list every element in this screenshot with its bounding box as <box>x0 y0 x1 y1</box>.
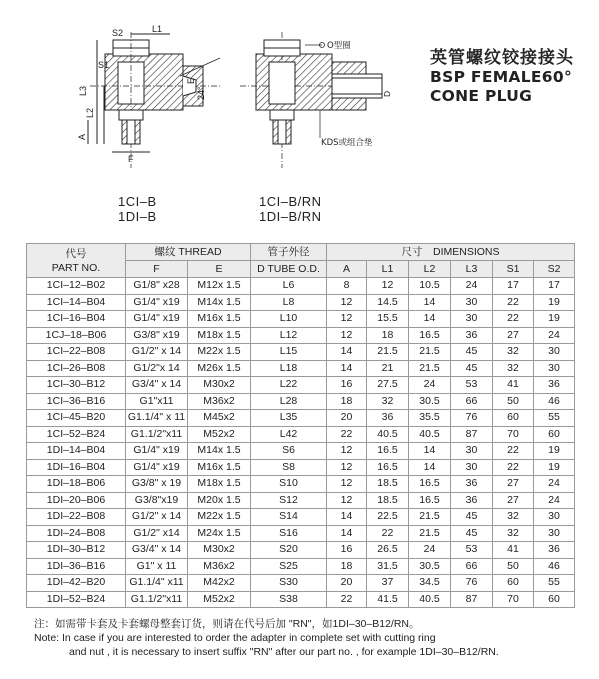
cell-dim-a: 8 <box>327 278 367 295</box>
table-row <box>27 542 575 559</box>
order-note <box>34 617 594 659</box>
cell-dim-l3: 36 <box>451 492 493 509</box>
cell-dim-l2: 10.5 <box>409 278 451 295</box>
cell-dim-s1: 27 <box>493 476 534 493</box>
cell-dim-s1: 32 <box>493 525 534 542</box>
cell-thread-f: G1/4" x19 <box>126 311 188 328</box>
cell-dim-a: 18 <box>327 393 367 410</box>
header-l1: L1 <box>367 261 409 278</box>
cell-dim-l1: 37 <box>367 575 409 592</box>
header-dimensions: 尺寸 DIMENSIONS <box>327 244 575 261</box>
cell-part-no: 1DI–24–B08 <box>27 525 126 542</box>
cell-part-no: 1DI–22–B08 <box>27 509 126 526</box>
cell-dim-l3: 45 <box>451 525 493 542</box>
cell-dim-s1: 50 <box>493 393 534 410</box>
cell-tube-od: S14 <box>251 509 327 526</box>
table-row <box>27 525 575 542</box>
title-chinese: 英管螺纹铰接接头 <box>430 48 574 68</box>
table-row <box>27 360 575 377</box>
cell-tube-od: S25 <box>251 558 327 575</box>
cell-tube-od: L28 <box>251 393 327 410</box>
title-english-line1: BSP FEMALE60° <box>430 68 573 86</box>
cell-dim-a: 12 <box>327 327 367 344</box>
label-angle: 24° <box>196 86 206 100</box>
cell-dim-s2: 19 <box>534 294 575 311</box>
table-row <box>27 377 575 394</box>
cell-dim-l1: 14.5 <box>367 294 409 311</box>
cell-dim-l3: 30 <box>451 443 493 460</box>
cell-thread-e: M18x 1.5 <box>188 327 251 344</box>
cell-dim-l1: 12 <box>367 278 409 295</box>
cell-thread-e: M24x 1.5 <box>188 525 251 542</box>
cell-tube-od: L8 <box>251 294 327 311</box>
cell-dim-l2: 40.5 <box>409 591 451 608</box>
cell-dim-l3: 66 <box>451 393 493 410</box>
label-kds: KDS或组合垫 <box>321 138 373 148</box>
label-f: F <box>128 154 134 164</box>
cell-dim-s1: 22 <box>493 294 534 311</box>
cell-thread-f: G3/8" x 19 <box>126 476 188 493</box>
label-l3: L3 <box>78 85 88 96</box>
cell-dim-l3: 30 <box>451 311 493 328</box>
cell-tube-od: L22 <box>251 377 327 394</box>
cell-dim-l1: 41.5 <box>367 591 409 608</box>
label-d: D <box>382 90 392 97</box>
cell-dim-s1: 41 <box>493 542 534 559</box>
table-row <box>27 311 575 328</box>
cell-thread-e: M45x2 <box>188 410 251 427</box>
cell-tube-od: S16 <box>251 525 327 542</box>
note-english-line1: Note: In case if you are interested to order the adapter in complete set with cutting ring <box>34 632 436 644</box>
cell-dim-l2: 16.5 <box>409 327 451 344</box>
cell-dim-l1: 22.5 <box>367 509 409 526</box>
cell-dim-l2: 24 <box>409 377 451 394</box>
cell-part-no: 1DI–20–B06 <box>27 492 126 509</box>
cell-thread-e: M22x 1.5 <box>188 344 251 361</box>
cell-dim-s2: 30 <box>534 525 575 542</box>
header-thread: 螺纹 THREAD <box>126 244 251 261</box>
cell-dim-l1: 21 <box>367 360 409 377</box>
cell-part-no: 1CI–12–B02 <box>27 278 126 295</box>
cell-dim-l3: 36 <box>451 476 493 493</box>
cell-dim-a: 12 <box>327 294 367 311</box>
cell-thread-f: G1/2" x 14 <box>126 344 188 361</box>
cell-dim-a: 12 <box>327 492 367 509</box>
cell-dim-l2: 40.5 <box>409 426 451 443</box>
table-row <box>27 443 575 460</box>
cell-thread-e: M52x2 <box>188 591 251 608</box>
cell-dim-l3: 45 <box>451 344 493 361</box>
cell-dim-l2: 24 <box>409 542 451 559</box>
cell-thread-f: G1/4" x19 <box>126 459 188 476</box>
cell-dim-s1: 60 <box>493 575 534 592</box>
header-part-no-en: PART NO. <box>51 261 101 274</box>
header-a: A <box>327 261 367 278</box>
cell-thread-e: M52x2 <box>188 426 251 443</box>
cell-dim-a: 16 <box>327 377 367 394</box>
caption-right <box>259 194 322 224</box>
cell-dim-s2: 46 <box>534 393 575 410</box>
cell-tube-od: L42 <box>251 426 327 443</box>
table-row <box>27 476 575 493</box>
cell-dim-l3: 30 <box>451 459 493 476</box>
cell-dim-a: 14 <box>327 525 367 542</box>
cell-dim-l3: 45 <box>451 509 493 526</box>
cell-dim-l3: 66 <box>451 558 493 575</box>
cell-thread-e: M36x2 <box>188 393 251 410</box>
cell-thread-f: G1"x11 <box>126 393 188 410</box>
cell-dim-s1: 22 <box>493 459 534 476</box>
cell-dim-s1: 27 <box>493 327 534 344</box>
cell-tube-od: S30 <box>251 575 327 592</box>
cell-part-no: 1CI–45–B20 <box>27 410 126 427</box>
table-row <box>27 459 575 476</box>
cell-dim-s2: 55 <box>534 410 575 427</box>
cell-dim-l2: 14 <box>409 294 451 311</box>
cell-dim-a: 16 <box>327 542 367 559</box>
caption-left-line1: 1CI–B <box>118 194 157 209</box>
cell-part-no: 1CI–26–B08 <box>27 360 126 377</box>
cell-dim-l2: 14 <box>409 443 451 460</box>
cell-dim-l2: 14 <box>409 459 451 476</box>
cell-tube-od: L35 <box>251 410 327 427</box>
cell-thread-e: M22x 1.5 <box>188 509 251 526</box>
cell-tube-od: S8 <box>251 459 327 476</box>
cell-dim-l1: 40.5 <box>367 426 409 443</box>
cell-dim-s2: 55 <box>534 575 575 592</box>
cell-tube-od: L18 <box>251 360 327 377</box>
cell-dim-s2: 19 <box>534 311 575 328</box>
cell-part-no: 1DI–16–B04 <box>27 459 126 476</box>
cell-dim-l3: 87 <box>451 591 493 608</box>
label-s2: S2 <box>112 28 124 38</box>
cell-thread-e: M18x 1.5 <box>188 476 251 493</box>
cell-dim-l2: 16.5 <box>409 476 451 493</box>
cell-dim-l1: 22 <box>367 525 409 542</box>
cell-thread-e: M16x 1.5 <box>188 459 251 476</box>
label-e: E <box>186 77 196 84</box>
cell-dim-l1: 36 <box>367 410 409 427</box>
cell-part-no: 1DI–52–B24 <box>27 591 126 608</box>
cell-dim-a: 14 <box>327 360 367 377</box>
cell-part-no: 1CI–22–B08 <box>27 344 126 361</box>
cell-thread-f: G1/8" x28 <box>126 278 188 295</box>
label-o-ring: O型圈 <box>327 41 351 51</box>
cell-dim-l2: 14 <box>409 311 451 328</box>
header-f: F <box>126 261 188 278</box>
cell-dim-l1: 18 <box>367 327 409 344</box>
cell-dim-a: 12 <box>327 476 367 493</box>
cell-part-no: 1DI–30–B12 <box>27 542 126 559</box>
cell-dim-l2: 21.5 <box>409 344 451 361</box>
cell-dim-s2: 24 <box>534 327 575 344</box>
label-l1: L1 <box>152 24 163 34</box>
cell-dim-l1: 16.5 <box>367 459 409 476</box>
cell-dim-a: 20 <box>327 410 367 427</box>
cell-thread-f: G1/4" x19 <box>126 443 188 460</box>
cell-dim-s1: 27 <box>493 492 534 509</box>
header-l3: L3 <box>451 261 493 278</box>
table-row <box>27 393 575 410</box>
cell-thread-e: M26x 1.5 <box>188 360 251 377</box>
cell-dim-a: 14 <box>327 509 367 526</box>
cell-dim-l3: 24 <box>451 278 493 295</box>
cell-thread-e: M30x2 <box>188 377 251 394</box>
title-english-line2: CONE PLUG <box>430 87 533 105</box>
header-tube: 管子外径 <box>251 244 327 261</box>
cell-dim-l1: 27.5 <box>367 377 409 394</box>
cell-tube-od: S12 <box>251 492 327 509</box>
cell-thread-f: G3/4" x 14 <box>126 377 188 394</box>
cell-dim-l2: 21.5 <box>409 360 451 377</box>
cell-dim-s2: 60 <box>534 591 575 608</box>
cell-dim-s2: 36 <box>534 542 575 559</box>
cell-thread-f: G1.1/2"x11 <box>126 591 188 608</box>
label-l2: L2 <box>85 107 95 118</box>
cell-dim-s2: 46 <box>534 558 575 575</box>
cell-dim-s1: 22 <box>493 443 534 460</box>
cell-tube-od: S6 <box>251 443 327 460</box>
cell-dim-s1: 70 <box>493 591 534 608</box>
cell-dim-a: 12 <box>327 459 367 476</box>
cell-part-no: 1DI–18–B06 <box>27 476 126 493</box>
cell-dim-l1: 16.5 <box>367 443 409 460</box>
table-row <box>27 294 575 311</box>
cell-dim-s1: 41 <box>493 377 534 394</box>
cell-thread-f: G1/4" x19 <box>126 294 188 311</box>
cell-dim-s2: 19 <box>534 459 575 476</box>
cell-dim-s2: 60 <box>534 426 575 443</box>
label-a: A <box>77 133 87 140</box>
cell-part-no: 1CI–14–B04 <box>27 294 126 311</box>
cell-dim-l1: 18.5 <box>367 492 409 509</box>
cell-dim-l1: 32 <box>367 393 409 410</box>
header-e: E <box>188 261 251 278</box>
cell-dim-l3: 76 <box>451 575 493 592</box>
cell-dim-s2: 17 <box>534 278 575 295</box>
cell-dim-l1: 26.5 <box>367 542 409 559</box>
header-s1: S1 <box>493 261 534 278</box>
cell-thread-f: G1/2" x14 <box>126 525 188 542</box>
table-row <box>27 278 575 295</box>
table-row <box>27 492 575 509</box>
cell-dim-l1: 31.5 <box>367 558 409 575</box>
cell-dim-s2: 30 <box>534 344 575 361</box>
cell-thread-f: G3/8" x19 <box>126 327 188 344</box>
cell-thread-f: G1/2"x 14 <box>126 360 188 377</box>
cell-dim-s1: 32 <box>493 509 534 526</box>
cell-dim-a: 12 <box>327 443 367 460</box>
note-chinese: 注：如需带卡套及卡套螺母整套订货，则请在代号后加 "RN"，如1DI–30–B12/RN。 <box>34 618 420 630</box>
cell-tube-od: L15 <box>251 344 327 361</box>
cell-thread-e: M14x 1.5 <box>188 443 251 460</box>
cell-dim-l2: 34.5 <box>409 575 451 592</box>
cell-thread-e: M36x2 <box>188 558 251 575</box>
cell-part-no: 1CI–16–B04 <box>27 311 126 328</box>
cell-thread-f: G1.1/2"x11 <box>126 426 188 443</box>
cell-dim-l3: 53 <box>451 542 493 559</box>
cell-thread-f: G1.1/4" x11 <box>126 575 188 592</box>
cell-dim-s1: 22 <box>493 311 534 328</box>
cell-dim-s1: 50 <box>493 558 534 575</box>
cell-tube-od: L12 <box>251 327 327 344</box>
cell-part-no: 1DI–36–B16 <box>27 558 126 575</box>
caption-right-line2: 1DI–B/RN <box>259 209 322 224</box>
cell-dim-a: 22 <box>327 591 367 608</box>
table-row <box>27 509 575 526</box>
cell-dim-s2: 24 <box>534 476 575 493</box>
header-part-no <box>27 244 126 278</box>
cell-dim-s1: 32 <box>493 360 534 377</box>
cell-dim-s2: 19 <box>534 443 575 460</box>
table-row <box>27 344 575 361</box>
cell-dim-l1: 15.5 <box>367 311 409 328</box>
cell-part-no: 1CI–30–B12 <box>27 377 126 394</box>
cell-dim-l2: 16.5 <box>409 492 451 509</box>
cell-dim-s2: 36 <box>534 377 575 394</box>
cell-thread-e: M12x 1.5 <box>188 278 251 295</box>
cell-dim-a: 12 <box>327 311 367 328</box>
table-row <box>27 327 575 344</box>
label-s1: S1 <box>98 60 110 70</box>
cell-dim-a: 20 <box>327 575 367 592</box>
cell-dim-l3: 45 <box>451 360 493 377</box>
cell-dim-s1: 70 <box>493 426 534 443</box>
cell-dim-a: 14 <box>327 344 367 361</box>
cell-dim-l2: 35.5 <box>409 410 451 427</box>
header-part-no-cn: 代号 <box>65 247 87 260</box>
cell-tube-od: S10 <box>251 476 327 493</box>
header-d-tube: D TUBE O.D. <box>251 261 327 278</box>
cell-part-no: 1CJ–18–B06 <box>27 327 126 344</box>
specification-table <box>26 243 575 608</box>
note-english-line2: and nut , it is necessary to insert suffix "RN" after our part no. , for example 1DI–30–B12/RN. <box>69 646 499 658</box>
cell-dim-s1: 32 <box>493 344 534 361</box>
cell-part-no: 1CI–36–B16 <box>27 393 126 410</box>
header-s2: S2 <box>534 261 575 278</box>
cell-thread-f: G3/8"x19 <box>126 492 188 509</box>
table-row <box>27 426 575 443</box>
cell-thread-e: M16x 1.5 <box>188 311 251 328</box>
cell-thread-f: G3/4" x 14 <box>126 542 188 559</box>
cell-dim-l3: 30 <box>451 294 493 311</box>
cell-dim-l1: 18.5 <box>367 476 409 493</box>
cell-thread-e: M30x2 <box>188 542 251 559</box>
product-title <box>430 48 595 106</box>
caption-right-line1: 1CI–B/RN <box>259 194 322 209</box>
header-l2: L2 <box>409 261 451 278</box>
cell-part-no: 1CI–52–B24 <box>27 426 126 443</box>
cell-part-no: 1DI–42–B20 <box>27 575 126 592</box>
cell-part-no: 1DI–14–B04 <box>27 443 126 460</box>
cell-thread-f: G1" x 11 <box>126 558 188 575</box>
cell-dim-l3: 36 <box>451 327 493 344</box>
cell-dim-l3: 76 <box>451 410 493 427</box>
cell-thread-f: G1.1/4" x 11 <box>126 410 188 427</box>
cell-dim-s2: 30 <box>534 509 575 526</box>
cell-dim-l2: 21.5 <box>409 509 451 526</box>
caption-left <box>118 194 157 224</box>
cell-dim-s2: 30 <box>534 360 575 377</box>
cell-tube-od: L6 <box>251 278 327 295</box>
cell-dim-l3: 87 <box>451 426 493 443</box>
cell-dim-l2: 30.5 <box>409 558 451 575</box>
cell-tube-od: L10 <box>251 311 327 328</box>
table-body <box>27 278 575 608</box>
cell-thread-e: M20x 1.5 <box>188 492 251 509</box>
cell-dim-l2: 30.5 <box>409 393 451 410</box>
cell-thread-e: M14x 1.5 <box>188 294 251 311</box>
table-row <box>27 410 575 427</box>
cell-dim-l3: 53 <box>451 377 493 394</box>
cell-dim-s1: 60 <box>493 410 534 427</box>
table-row <box>27 591 575 608</box>
cell-dim-l2: 21.5 <box>409 525 451 542</box>
caption-left-line2: 1DI–B <box>118 209 157 224</box>
cell-dim-a: 18 <box>327 558 367 575</box>
table-row <box>27 558 575 575</box>
cell-dim-s1: 17 <box>493 278 534 295</box>
table-row <box>27 575 575 592</box>
cell-thread-f: G1/2" x 14 <box>126 509 188 526</box>
cell-tube-od: S38 <box>251 591 327 608</box>
cell-thread-e: M42x2 <box>188 575 251 592</box>
cell-dim-s2: 24 <box>534 492 575 509</box>
cell-dim-a: 22 <box>327 426 367 443</box>
cell-tube-od: S20 <box>251 542 327 559</box>
cell-dim-l1: 21.5 <box>367 344 409 361</box>
